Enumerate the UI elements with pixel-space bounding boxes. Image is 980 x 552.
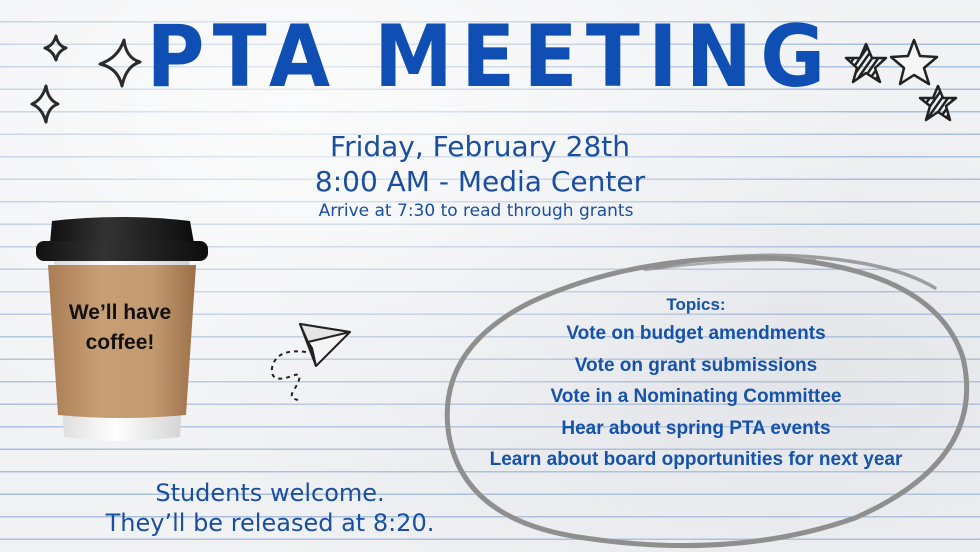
topic-item: Vote on grant submissions bbox=[574, 354, 818, 376]
topics-list bbox=[448, 292, 944, 476]
topics-heading: Topics: bbox=[666, 295, 726, 314]
paper-plane-icon bbox=[268, 318, 358, 403]
page-title: PTA MEETING bbox=[146, 7, 834, 107]
coffee-note-line-1: We’ll have bbox=[68, 301, 172, 324]
students-note-line-2: They’ll be released at 8:20. bbox=[105, 509, 435, 537]
students-note bbox=[60, 478, 480, 538]
coffee-note-line-2: coffee! bbox=[85, 331, 155, 354]
date-line: Friday, February 28th bbox=[330, 130, 630, 163]
arrival-note: Arrive at 7:30 to read through grants bbox=[318, 201, 634, 221]
topic-item: Vote in a Nominating Committee bbox=[550, 386, 842, 407]
topic-item: Learn about board opportunities for next year bbox=[489, 449, 903, 470]
topic-item: Vote on budget amendments bbox=[566, 323, 826, 344]
topic-item: Hear about spring PTA events bbox=[561, 417, 831, 439]
time-location-line: 8:00 AM - Media Center bbox=[314, 165, 646, 198]
coffee-note bbox=[45, 298, 195, 358]
students-note-line-1: Students welcome. bbox=[155, 479, 385, 507]
